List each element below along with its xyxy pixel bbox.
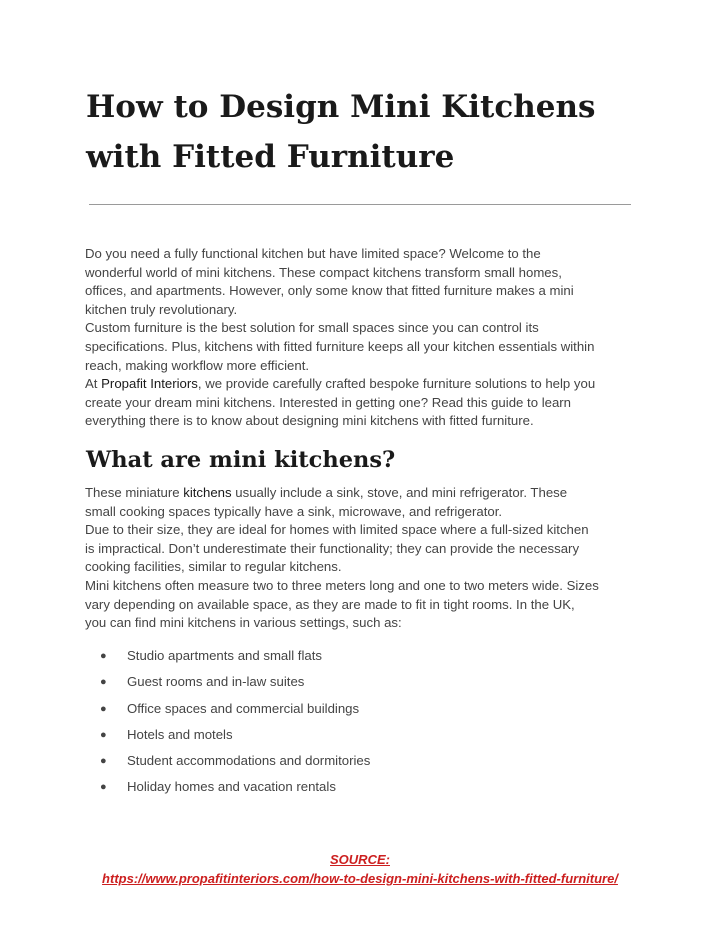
text-line: cooking facilities, similar to regular kitchens. [85, 559, 342, 575]
text-line: vary depending on available space, as they are made to fit in tight rooms. In the UK, [85, 596, 575, 612]
text-line: Custom furniture is the best solution for small spaces since you can control its [85, 320, 539, 336]
intro-paragraph-1 [85, 245, 645, 319]
text-fragment: At [85, 376, 102, 392]
source-label: SOURCE: [330, 852, 390, 867]
intro-paragraph-3 [85, 375, 645, 431]
list-item [100, 725, 370, 751]
text-line: small cooking spaces typically have a sink, microwave, and refrigerator. [85, 503, 503, 519]
text-fragment: , we provide carefully crafted bespoke furniture solutions to help you [197, 376, 596, 392]
list-item [100, 646, 370, 672]
list-item [100, 672, 370, 698]
section-heading: What are mini kitchens? [86, 447, 396, 473]
list-item-label: Student accommodations and dormitories [127, 753, 371, 769]
list-item-label: Hotels and motels [127, 726, 233, 742]
bullet-icon: ● [100, 676, 107, 689]
intro-section [85, 245, 645, 431]
text-line: wonderful world of mini kitchens. These compact kitchens transform small homes, [85, 264, 562, 280]
text-line: is impractical. Don’t underestimate their functionality; they can provide the necessary [85, 540, 580, 556]
text-line: everything there is to know about designing mini kitchens with fitted furniture. [85, 413, 534, 429]
text-line: you can find mini kitchens in various settings, such as: [85, 615, 402, 631]
bullet-icon: ● [100, 781, 107, 794]
bullet-icon: ● [100, 650, 107, 662]
list-item-label: Guest rooms and in-law suites [127, 674, 305, 690]
list-item [100, 699, 370, 725]
text-line [85, 484, 645, 503]
section-paragraph-1 [85, 484, 645, 521]
list-item-label: Office spaces and commercial buildings [127, 700, 360, 716]
text-line: reach, making workflow more efficient. [85, 357, 310, 373]
bullet-icon: ● [100, 702, 107, 715]
propafit-interiors-link[interactable]: Propafit Interiors [101, 376, 198, 392]
list-item [100, 777, 370, 803]
list-item-label: Holiday homes and vacation rentals [127, 779, 336, 795]
section-paragraph-2 [85, 521, 645, 577]
text-line: specifications. Plus, kitchens with fitted furniture keeps all your kitchen essentials within [85, 338, 595, 354]
text-line: kitchen truly revolutionary. [85, 301, 238, 317]
page-title [86, 82, 646, 182]
kitchens-link[interactable]: kitchens [183, 485, 232, 500]
text-line: Do you need a fully functional kitchen but have limited space? Welcome to the [85, 246, 541, 261]
intro-paragraph-2 [85, 319, 645, 375]
text-line: Mini kitchens often measure two to three meters long and one to two meters wide. Sizes [85, 577, 599, 593]
title-divider [89, 204, 631, 205]
text-line [85, 375, 645, 394]
section-paragraph-3 [85, 577, 645, 633]
page-title-line-1: How to Design Mini Kitchens [86, 89, 596, 125]
mini-kitchens-section [85, 484, 645, 633]
bullet-icon: ● [100, 728, 107, 741]
text-line: Due to their size, they are ideal for homes with limited space where a full-sized kitchen [85, 522, 589, 538]
text-line: offices, and apartments. However, only some know that fitted furniture makes a mini [85, 283, 574, 299]
settings-bullet-list [100, 646, 370, 804]
list-item [100, 751, 370, 777]
text-line: create your dream mini kitchens. Interested in getting one? Read this guide to learn [85, 394, 572, 410]
text-fragment: usually include a sink, stove, and mini refrigerator. These [231, 485, 568, 500]
text-fragment: These miniature [85, 485, 184, 500]
list-item-label: Studio apartments and small flats [127, 648, 322, 663]
page-title-line-2: with Fitted Furniture [86, 139, 455, 175]
source-url-link[interactable]: https://www.propafitinteriors.com/how-to-design-mini-kitchens-with-fitted-furniture/ [102, 871, 618, 886]
bullet-icon: ● [100, 755, 107, 768]
